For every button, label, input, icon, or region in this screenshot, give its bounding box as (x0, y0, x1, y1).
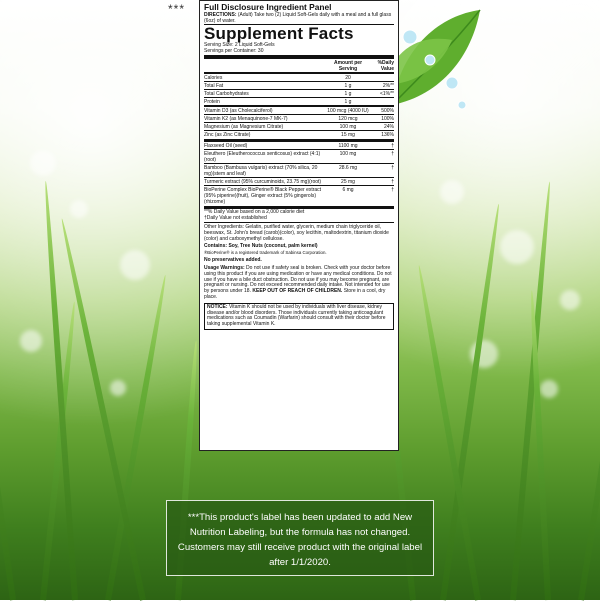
fact-dv (370, 74, 394, 82)
fact-name: Total Fat (204, 82, 326, 90)
fact-name: Total Carbohydrates (204, 90, 326, 98)
fact-dv: 500% (370, 107, 394, 115)
fact-amount: 1100 mg (326, 142, 370, 150)
fact-amount: 100 mg (326, 123, 370, 131)
fact-name: Magnesium (as Magnesium Citrate) (204, 123, 326, 131)
fact-amount: 100 mg (326, 150, 370, 164)
usage-warnings (204, 266, 394, 301)
fact-amount: 1 g (326, 90, 370, 98)
fact-dv: 24% (370, 123, 394, 131)
trademark-note: ®BioPerine® is a registered trademark of Sabinsa Corporation. (204, 250, 327, 256)
fact-row (204, 82, 394, 90)
fact-name: Flaxseed Oil (seed) (204, 142, 326, 150)
footnote-dv: **% Daily Value based on a 2,000 calorie diet (204, 209, 305, 215)
no-preservatives: No preservatives added. (204, 257, 262, 264)
fact-row (204, 142, 394, 150)
fact-amount: 20 (326, 74, 370, 82)
fact-name: Turmeric extract (95% curcuminoids, 23.75 mg)(root) (204, 178, 326, 186)
allergen-contains: Contains: Soy, Tree Nuts (coconut, palm kernel) (204, 243, 318, 250)
fact-row (204, 186, 394, 206)
fact-dv (370, 98, 394, 106)
fact-dv: 136% (381, 131, 394, 138)
notice-text: Vitamin K should not be used by individuals with liver disease, kidney disease and/or blood disorders. Those individuals currently taking anticoagulant medications such as Coumadin (Warfarin) should consult with their doctor before taking supplemental Vitamin K. (207, 303, 386, 328)
serving-size: Serving Size: 2 Liquid Soft-Gels (204, 42, 275, 48)
fact-dv: † (370, 150, 394, 164)
facts-title: Supplement Facts (204, 24, 354, 43)
fact-name: Bamboo (Bambusa vulgaris) extract (70% silica, 20 mg)(stem and leaf) (204, 164, 326, 178)
macro-rows (204, 74, 394, 105)
fact-amount: 120 mcg (326, 115, 370, 123)
asterisks-mark: *** (168, 2, 186, 16)
fact-row (204, 123, 394, 131)
fact-row (204, 178, 394, 186)
usage-keep-out: KEEP OUT OF REACH OF CHILDREN. (252, 288, 343, 295)
fact-amount: 1 g (344, 98, 352, 105)
fact-dv: † (370, 142, 394, 150)
other-ingredients: Other Ingredients: Gelatin, purified water, glycerin, medium chain triglyceride oil, beeswax, St. John's bread (carob)(color), soy lecithin, maltodextrin, titanium dioxide (color) and carboxymethyl cellulose. (204, 224, 389, 242)
notice-label: NOTICE: (207, 303, 228, 310)
fact-amount: 1 g (326, 82, 370, 90)
fact-row (204, 74, 394, 82)
usage-storage: Store in a cool, dry place. (204, 288, 386, 300)
fact-row (204, 90, 394, 98)
servings-per-container: Servings per Container: 30 (204, 48, 264, 54)
col-amount-header: Amount per Serving (333, 59, 363, 72)
fact-dv: † (370, 164, 394, 178)
fact-dv: 100% (370, 115, 394, 123)
fact-amount: 25 mg (326, 178, 370, 186)
fact-name: Eleuthero (Eleutherococcus senticosus) extract (4:1)(root) (204, 150, 326, 164)
usage-text: Do not use if safety seal is broken. Check with your doctor before using this product if you are using medication or have any medical conditions. Do not use if you have a bile duct obstruction. Do not use if you may become pregnant, are pregnant or nursing. Do not exceed recommended daily intake. Not intended for use by persons under 18. (204, 264, 392, 295)
facts-table (204, 59, 394, 72)
panel-title: Full Disclosure Ingredient Panel (204, 2, 332, 12)
fact-name: Vitamin D3 (as Cholecalciferol) (204, 107, 326, 115)
label-update-notice: ***This product's label has been updated to add New Nutrition Labeling, but the formula has not changed. Customers may still receive product with the original label after 1/1/2020. (166, 500, 434, 576)
footnote-not-established: †Daily Value not established (204, 215, 267, 221)
fact-row (204, 131, 394, 139)
fact-amount: 100 mcg (4000 IU) (327, 107, 369, 114)
fact-dv: † (370, 178, 394, 186)
directions-text: (Adult) Take two (2) Liquid Soft-Gels daily with a meal and a full glass (6oz) of water. (204, 12, 392, 24)
fact-row (204, 150, 394, 164)
fact-dv: <1%** (370, 90, 394, 98)
fact-row (204, 115, 394, 123)
notice-box (204, 303, 394, 330)
usage-label: Usage Warnings: (204, 264, 245, 271)
fact-row (204, 107, 394, 115)
fact-name: Calories (204, 74, 326, 82)
fact-amount: 15 mg (341, 131, 355, 138)
fact-dv: † (391, 186, 394, 193)
botanical-rows (204, 142, 394, 205)
fact-name: Zinc (as Zinc Citrate) (204, 131, 251, 138)
col-dv-header: %Daily Value (377, 59, 394, 72)
fact-amount: 6 mg (342, 186, 354, 193)
fact-row (204, 98, 394, 106)
fact-name: Vitamin K2 (as Menaquinone-7 MK-7) (204, 115, 326, 123)
fact-name: BioPerine Complex BioPerine® Black Pepper extract (95% piperine)(fruit), Ginger extract (5% gingerols)(rhizome) (204, 186, 322, 205)
directions-label: DIRECTIONS: (204, 12, 237, 18)
fact-name: Protein (204, 98, 220, 105)
vitamin-rows (204, 107, 394, 138)
fact-amount: 28.6 mg (326, 164, 370, 178)
directions (204, 12, 394, 24)
fact-dv: 2%** (370, 82, 394, 90)
supplement-facts-panel (199, 0, 399, 451)
fact-row (204, 164, 394, 178)
